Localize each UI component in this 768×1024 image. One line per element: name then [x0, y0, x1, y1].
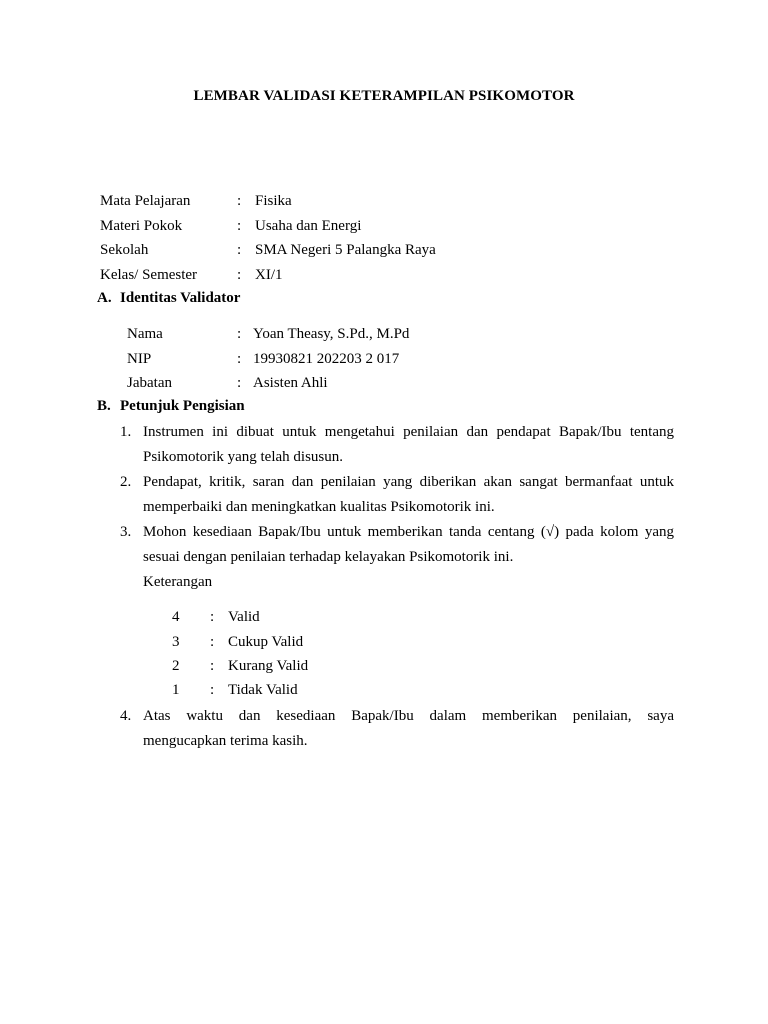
- validator-colon: :: [237, 375, 242, 391]
- instruction-number: 1.: [120, 424, 132, 440]
- validator-label: NIP: [127, 351, 152, 367]
- section-a-heading: [97, 290, 397, 310]
- legend-heading: Keterangan: [143, 574, 213, 590]
- instruction-number: 4.: [120, 708, 132, 724]
- info-value: XI/1: [255, 267, 283, 283]
- instruction-item-3: [120, 520, 674, 595]
- validator-label: Nama: [127, 326, 163, 342]
- section-a-letter: A.: [97, 290, 112, 306]
- instruction-line: Atas waktu dan kesediaan Bapak/Ibu dalam memberikan penilaian, saya: [143, 708, 674, 724]
- scale-colon: :: [210, 658, 215, 674]
- scale-label: Cukup Valid: [228, 634, 304, 650]
- info-label: Sekolah: [100, 242, 149, 258]
- info-colon: :: [237, 193, 242, 209]
- scale-colon: :: [210, 682, 215, 698]
- instruction-item-2: [120, 470, 674, 520]
- instruction-line: Mohon kesediaan Bapak/Ibu untuk memberikan tanda centang (√) pada kolom yang: [143, 524, 674, 540]
- instruction-line: mengucapkan terima kasih.: [143, 733, 308, 749]
- validator-label: Jabatan: [127, 375, 172, 391]
- scale-colon: :: [210, 609, 215, 625]
- section-b-heading: [97, 398, 397, 418]
- validator-value: 19930821 202203 2 017: [253, 351, 400, 367]
- scale-score: 3: [172, 634, 180, 650]
- info-value: SMA Negeri 5 Palangka Raya: [255, 242, 436, 258]
- instruction-line: Psikomotorik yang telah disusun.: [143, 449, 343, 465]
- scale-score: 1: [172, 682, 180, 698]
- info-colon: :: [237, 267, 242, 283]
- instruction-text: [143, 704, 674, 754]
- validator-colon: :: [237, 351, 242, 367]
- scale-label: Tidak Valid: [228, 682, 298, 698]
- info-colon: :: [237, 218, 242, 234]
- instruction-line: Pendapat, kritik, saran dan penilaian yang diberikan akan sangat bermanfaat untuk: [143, 474, 674, 490]
- instruction-item-1: [120, 420, 674, 470]
- info-label: Kelas/ Semester: [100, 267, 198, 283]
- scale-label: Valid: [228, 609, 260, 625]
- scale-score: 2: [172, 658, 180, 674]
- instruction-number: 3.: [120, 524, 132, 540]
- instruction-line: sesuai dengan penilaian terhadap kelayakan Psikomotorik ini.: [143, 549, 514, 565]
- info-label: Mata Pelajaran: [100, 193, 191, 209]
- instruction-text: [143, 520, 674, 595]
- instruction-line: Instrumen ini dibuat untuk mengetahui penilaian dan pendapat Bapak/Ibu tentang: [143, 424, 674, 440]
- info-label: Materi Pokok: [100, 218, 183, 234]
- scale-colon: :: [210, 634, 215, 650]
- scale-score: 4: [172, 609, 180, 625]
- scale-label: Kurang Valid: [228, 658, 309, 674]
- validator-colon: :: [237, 326, 242, 342]
- validator-value: Yoan Theasy, S.Pd., M.Pd: [253, 326, 410, 342]
- info-value: Usaha dan Energi: [255, 218, 362, 234]
- instruction-line: memperbaiki dan meningkatkan kualitas Psikomotorik ini.: [143, 499, 495, 515]
- document-title: LEMBAR VALIDASI KETERAMPILAN PSIKOMOTOR: [193, 88, 575, 104]
- instruction-item-4: [120, 704, 674, 754]
- instruction-text: [143, 420, 674, 470]
- instruction-number: 2.: [120, 474, 132, 490]
- section-a-title: Identitas Validator: [120, 290, 241, 306]
- info-value: Fisika: [255, 193, 292, 209]
- validator-value: Asisten Ahli: [253, 375, 328, 391]
- section-b-letter: B.: [97, 398, 111, 414]
- info-colon: :: [237, 242, 242, 258]
- section-b-title: Petunjuk Pengisian: [120, 398, 245, 414]
- instruction-text: [143, 470, 674, 520]
